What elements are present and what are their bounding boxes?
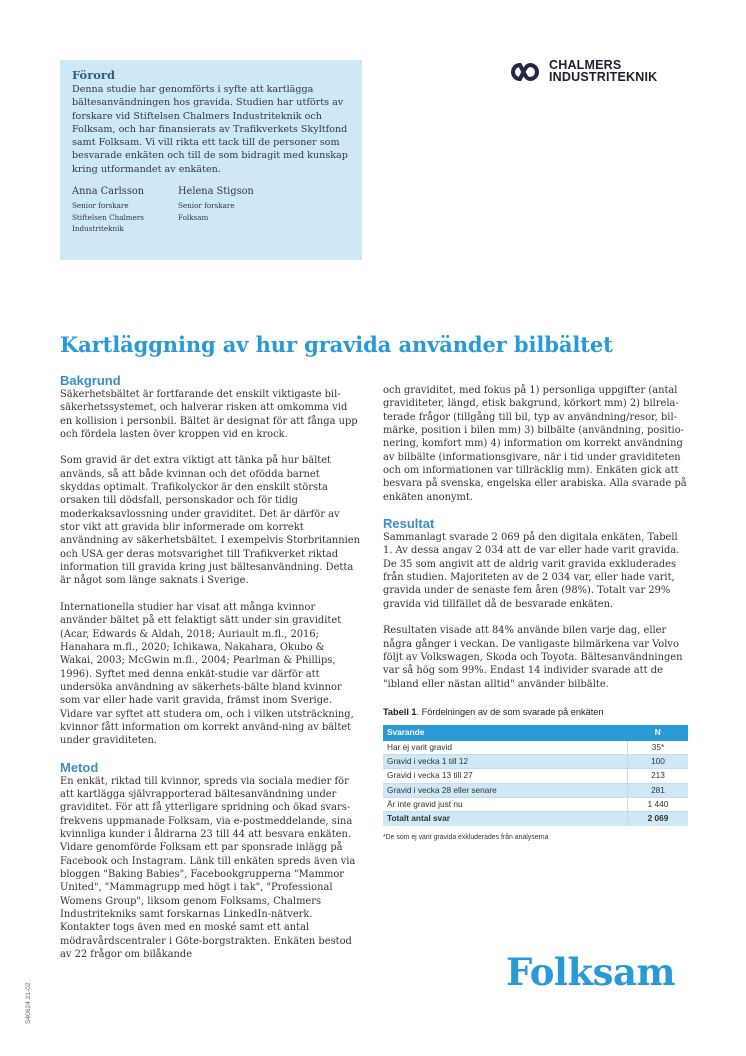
table-row	[383, 797, 688, 811]
table-row	[383, 741, 688, 755]
chalmers-logo-line2: INDUSTRITEKNIK	[549, 69, 658, 84]
section-heading-bakgrund: Bakgrund	[60, 373, 121, 388]
signature-role: Senior forskare	[178, 201, 235, 211]
paragraph: Sammanlagt svarade 2 069 på den digitala enkäten, Tabell 1. Av dessa angav 2 034 att de var eller hade varit gravida. De 35 som angivit att de aldrig varit gravida exkluderades från studien. Majoriteten av de 2 034 var, eller hade varit, gravida under de senaste fem åren (98%). Totalt var 29% gravida vid tillfället då de besvarade enkäten.	[383, 532, 680, 610]
chalmers-logo-icon	[507, 61, 543, 83]
table-cell-label: Gravid i vecka 13 till 27	[383, 769, 627, 783]
paragraph: Internationella studier har visat att många kvinnor använder bältet på ett felaktigt sätt under sin graviditet (Acar, Edwards & Aldah, 2018; Auriault m.fl., 2016; Hanahara m.fl., 2020; Ichikawa, Nakahara, Okubo & Wakai, 2003; McGwin m.fl., 2004; Pearlman & Phillips, 1996). Syftet med denna enkät-studie var därför att undersöka användning av säkerhets-bälte bland kvinnor som var eller hade varit gravida, främst inom Sverige. Vidare var syftet att studera om, och i vilken utsträckning, kvinnor fått information om korrekt använd-ning av bältet under graviditeten.	[60, 601, 354, 747]
paragraph: En enkät, riktad till kvinnor, spreds via sociala medier för att kartlägga självrapporterad bältesanvändning under graviditet. För att få ytterligare spridning och ökad svars-frekvens uppmanade Folksam, via e-postmeddelande, sina kvinnliga kunder i åldrarna 23 till 44 att besvara enkäten. Vidare genomförde Folksam ett par sponsrade inlägg på Facebook och Instagram. Länk till enkäten spreds även via bloggen "Baking Babies", Facebookgrupperna "Mammor United", "Mammagrupp med högt i tak", "Professional Womens Group", liksom genom Folksams, Chalmers Industritekniks samt forskarnas LinkedIn-nätverk. Kontakter togs även med en moské samt ett antal mödravårdscentraler i Göte-borgstrakten. Enkäten bestod av 22 frågor om bilåkande	[60, 775, 356, 961]
table-cell-label: Är inte gravid just nu	[383, 797, 627, 811]
section-heading-resultat: Resultat	[383, 516, 435, 532]
chalmers-logo-line1: CHALMERS	[549, 58, 622, 72]
table-cell-label: Gravid i vecka 1 till 12	[383, 754, 627, 768]
table-cell-value: 1 440	[627, 797, 688, 811]
signature-role: Senior forskare	[72, 201, 129, 211]
table-header-svarande: Svarande	[383, 725, 627, 740]
signature-2	[178, 186, 284, 235]
table-row-total	[383, 812, 688, 826]
paragraph: och graviditet, med fokus på 1) personliga uppgifter (antal graviditeter, längd, etisk bakgrund, körkort mm) 2) bilrela-terade frågor (tillgång till bil, typ av användning/resor, bil-märke, position i bilen mm) 3) bilbälte (användning, positio-nering, komfort mm) 4) information om korrekt användning av bilbälte (informationsgivare, när i tid under graviditeten och om informationen var tillräcklig mm). Enkäten gick att besvara på svenska, engelska eller arabiska. Alla svarade på enkäten anonymt.	[383, 385, 687, 503]
foreword-box	[60, 60, 362, 260]
paragraph: Säkerhetsbältet är fortfarande det enskilt viktigaste bil-säkerhetssystemet, och halverar risken att omkomma vid en kollision i personbil. Bältet är designat för att fånga upp och fördela lasten över kroppen vid en krock.	[60, 389, 358, 441]
paragraph: Som gravid är det extra viktigt att tänka på hur bältet används, så att både kvinnan och det ofödda barnet skyddas optimalt. Trafikolyckor är den enskilt största orsaken till dödsfall, personskador och för tidig moderkaksavlossning under graviditet. Det är därför av stor vikt att gravida blir informerade om korrekt användning av säkerhetsbältet. I exempelvis Storbritannien och USA ger deras motsvarighet till Trafikverket riktad information till gravida kring just bältesanvändning. Detta är något som länge saknats i Sverige.	[60, 455, 360, 587]
table-caption	[383, 706, 688, 719]
left-column	[60, 374, 360, 974]
table-caption-label: Tabell 1	[383, 706, 417, 717]
table-cell-value: 35*	[627, 741, 688, 755]
chalmers-logo-text	[549, 60, 657, 83]
table-cell-value: 213	[627, 769, 688, 783]
foreword-title: Förord	[72, 68, 116, 82]
document-id: S40624 21-02	[25, 982, 32, 1024]
signature-name: Anna Carlsson	[72, 186, 145, 198]
paragraph: Resultaten visade att 84% använde bilen varje dag, eller några gånger i veckan. De vanligaste bilmärkena var Volvo följt av Volkswagen, Skoda och Toyota. Bältesanvändningen var så hög som 99%. Endast 14 individer svarade att de "ibland eller nästan alltid" använder bilbälte.	[383, 625, 683, 690]
signature-1	[72, 186, 178, 235]
table-row	[383, 754, 688, 768]
table-cell-label: Har ej varit gravid	[383, 741, 627, 755]
table-footnote: *De som ej varit gravida exkluderades från analyserna	[383, 833, 549, 841]
foreword-text: Denna studie har genomförts i syfte att kartlägga bältesanvändningen hos gravida. Studien har utförts av forskare vid Stiftelsen Chalmers Industriteknik och Folksam, och har finansierats av Trafikverkets Skyltfond samt Folksam. Vi vill rikta ett tack till de personer som besvarade enkäten och till de som bidragit med kunskap kring utformandet av enkäten.	[72, 84, 348, 175]
chalmers-logo	[507, 60, 657, 83]
table-row	[383, 783, 688, 797]
table-cell-label: Totalt antal svar	[383, 812, 627, 826]
results-table	[383, 725, 688, 825]
signature-role: Stiftelsen Chalmers	[72, 212, 144, 222]
foreword-signatures	[72, 186, 350, 235]
page-title: Kartläggning av hur gravida använder bilbältet	[60, 332, 613, 357]
table-caption-text: . Fördelningen av de som svarade på enkäten	[416, 706, 604, 717]
signature-name: Helena Stigson	[178, 186, 254, 198]
signature-role: Folksam	[178, 212, 209, 222]
table-cell-value: 281	[627, 783, 688, 797]
table-cell-value: 100	[627, 754, 688, 768]
table-cell-label: Gravid i vecka 28 eller senare	[383, 783, 627, 797]
section-heading-metod: Metod	[60, 759, 99, 775]
folksam-logo: Folksam	[506, 950, 676, 994]
table-cell-value: 2 069	[627, 812, 688, 826]
right-column	[383, 384, 688, 844]
signature-role: Industriteknik	[72, 224, 124, 234]
table-row	[383, 769, 688, 783]
table-header-row	[383, 725, 688, 740]
table-header-n: N	[627, 725, 688, 740]
